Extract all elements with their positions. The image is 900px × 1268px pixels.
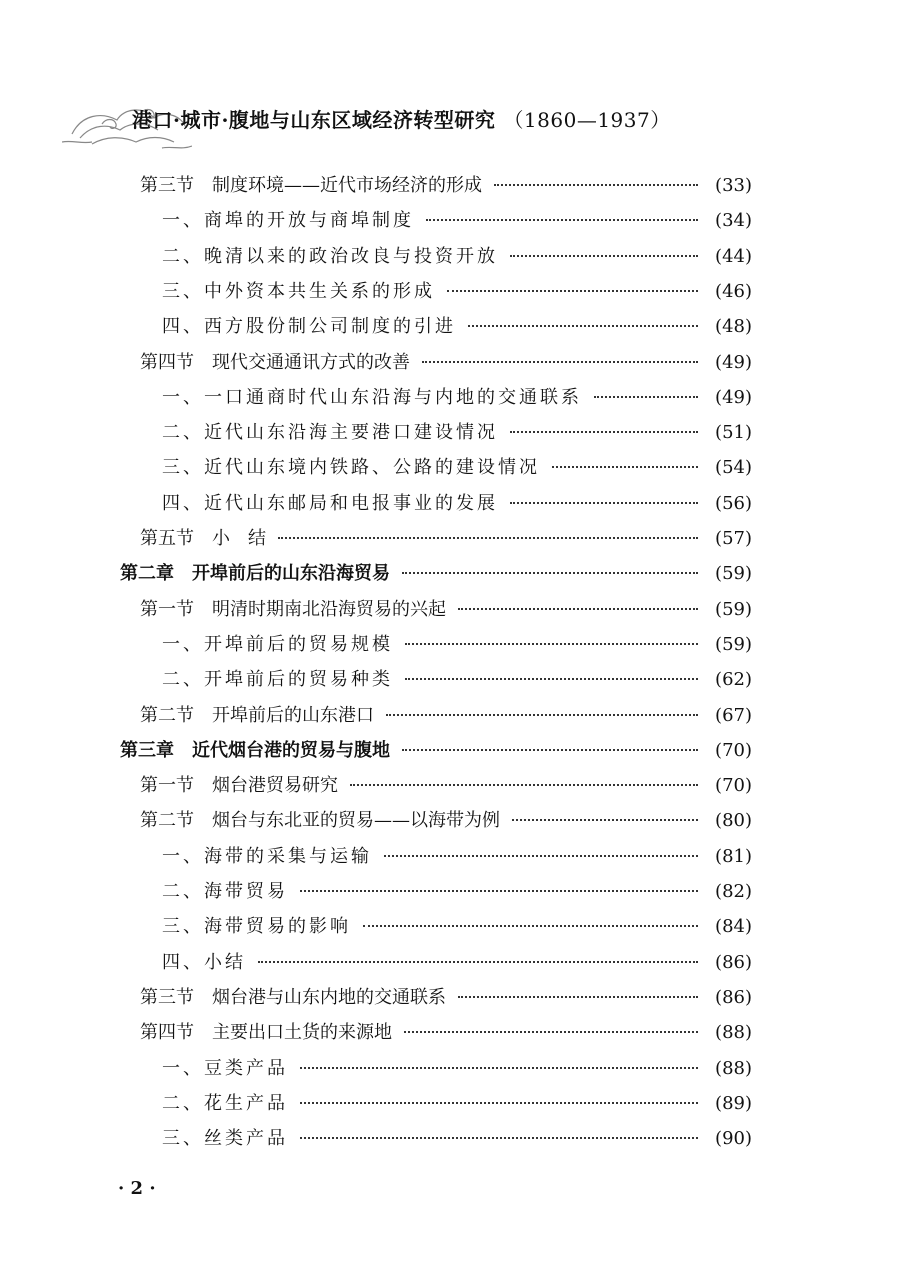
toc-entry-page: (86) [715,986,752,1008]
toc-entry[interactable] [140,806,752,836]
toc-dot-leader [278,521,698,539]
book-title [132,104,671,133]
toc-entry[interactable] [162,1124,752,1154]
toc-dot-leader [363,909,698,927]
toc-entry[interactable] [140,1018,752,1048]
toc-entry[interactable] [162,630,752,660]
toc-entry-label: 一、开埠前后的贸易规模 [162,633,393,655]
toc-dot-leader [258,945,698,963]
toc-entry-label: 第三章 近代烟台港的贸易与腹地 [120,739,390,761]
toc-entry-label: 四、近代山东邮局和电报事业的发展 [162,492,498,514]
toc-entry-page: (34) [715,210,752,232]
toc-dot-leader [510,239,698,257]
toc-entry[interactable] [162,312,752,342]
toc-entry[interactable] [140,771,752,801]
toc-entry[interactable] [162,948,752,978]
toc-entry-page: (67) [715,704,752,726]
toc-entry-page: (51) [715,422,752,444]
toc-entry-label: 一、商埠的开放与商埠制度 [162,210,414,232]
toc-entry-label: 第二章 开埠前后的山东沿海贸易 [120,563,390,585]
book-title-text: 港口·城市·腹地与山东区域经济转型研究 [132,108,496,132]
toc-entry[interactable] [162,912,752,942]
toc-dot-leader [300,1051,698,1069]
toc-entry-label: 二、开埠前后的贸易种类 [162,669,393,691]
toc-entry-page: (89) [715,1092,752,1114]
toc-entry-page: (70) [715,739,752,761]
toc-entry-label: 一、海带的采集与运输 [162,845,372,867]
toc-entry[interactable] [162,453,752,483]
toc-dot-leader [510,486,698,504]
toc-entry-label: 三、海带贸易的影响 [162,916,351,938]
toc-entry[interactable] [140,348,752,378]
toc-entry[interactable] [162,242,752,272]
toc-entry-label: 第二节 烟台与东北亚的贸易——以海带为例 [140,810,500,832]
toc-entry[interactable] [140,171,752,201]
toc-entry[interactable] [162,489,752,519]
toc-entry-label: 四、西方股份制公司制度的引进 [162,316,456,338]
toc-entry[interactable] [140,595,752,625]
toc-entry-page: (57) [715,528,752,549]
toc-entry-page: (49) [715,386,752,408]
toc-dot-leader [402,733,698,751]
toc-entry-page: (88) [715,1057,752,1079]
toc-entry-page: (84) [715,916,752,938]
toc-entry-label: 第四节 主要出口土货的来源地 [140,1022,392,1044]
toc-dot-leader [447,274,698,292]
page-header [0,86,900,166]
toc-entry-page: (59) [715,633,752,655]
toc-dot-leader [494,168,698,186]
toc-entry-label: 二、海带贸易 [162,881,288,902]
toc-entry[interactable] [120,736,752,766]
toc-entry-label: 二、近代山东沿海主要港口建设情况 [162,422,498,444]
toc-dot-leader [350,768,698,786]
toc-entry-label: 三、近代山东境内铁路、公路的建设情况 [162,457,540,479]
toc-dot-leader [300,1086,698,1104]
toc-entry-label: 二、花生产品 [162,1092,288,1114]
toc-entry[interactable] [162,1054,752,1084]
toc-entry-page: (82) [715,881,752,902]
toc-entry-label: 一、一口通商时代山东沿海与内地的交通联系 [162,386,582,408]
toc-entry[interactable] [140,701,752,731]
toc-entry-label: 第二节 开埠前后的山东港口 [140,704,374,726]
toc-entry[interactable] [140,983,752,1013]
toc-entry[interactable] [162,206,752,236]
toc-dot-leader [458,592,698,610]
toc-entry[interactable] [162,842,752,872]
toc-entry[interactable] [162,1089,752,1119]
toc-entry-page: (59) [715,598,752,620]
toc-dot-leader [426,203,698,221]
toc-entry[interactable] [162,277,752,307]
toc-entry-page: (62) [715,669,752,691]
toc-entry-page: (90) [715,1128,752,1150]
toc-dot-leader [552,450,698,468]
toc-entry-page: (88) [715,1022,752,1044]
toc-entry-label: 第三节 烟台港与山东内地的交通联系 [140,986,446,1008]
toc-dot-leader [300,1121,698,1139]
toc-dot-leader [300,874,698,892]
toc-entry-page: (81) [715,845,752,867]
toc-entry[interactable] [120,559,752,589]
toc-entry-page: (46) [715,280,752,302]
toc-entry-page: (44) [715,245,752,267]
toc-entry-label: 一、豆类产品 [162,1057,288,1079]
page-number: · 2 · [118,1178,156,1199]
toc-dot-leader [422,345,698,363]
toc-entry-page: (54) [715,457,752,479]
book-title-years: （1860—1937） [503,108,671,132]
toc-entry-label: 三、丝类产品 [162,1128,288,1150]
toc-entry-label: 第一节 烟台港贸易研究 [140,775,338,797]
toc-entry-label: 第三节 制度环境——近代市场经济的形成 [140,175,482,196]
toc-entry-label: 二、晚清以来的政治改良与投资开放 [162,245,498,267]
toc-dot-leader [386,698,698,716]
toc-entry-page: (49) [715,351,752,373]
toc-dot-leader [404,1015,698,1033]
toc-dot-leader [405,662,698,680]
toc-entry-page: (86) [715,951,752,973]
toc-entry[interactable] [140,524,752,554]
toc-entry-page: (56) [715,492,752,514]
toc-dot-leader [402,556,698,574]
toc-dot-leader [458,980,698,998]
toc-dot-leader [510,415,698,433]
toc-entry-label: 三、中外资本共生关系的形成 [162,280,435,302]
toc-dot-leader [468,309,698,327]
toc-entry[interactable] [162,877,752,907]
toc-entry-page: (70) [715,775,752,797]
toc-entry[interactable] [162,418,752,448]
toc-entry-label: 四、小结 [162,951,246,973]
toc-entry-label: 第四节 现代交通通讯方式的改善 [140,351,410,373]
toc-dot-leader [405,627,698,645]
toc-dot-leader [512,803,698,821]
toc-entry[interactable] [162,665,752,695]
toc-entry-page: (33) [715,175,752,196]
toc-dot-leader [384,839,698,857]
toc-entry-page: (80) [715,810,752,832]
toc-dot-leader [594,380,698,398]
toc-entry-label: 第一节 明清时期南北沿海贸易的兴起 [140,598,446,620]
toc-entry-label: 第五节 小 结 [140,528,266,549]
toc-entry-page: (59) [715,563,752,585]
toc-entry-page: (48) [715,316,752,338]
toc-entry[interactable] [162,383,752,413]
